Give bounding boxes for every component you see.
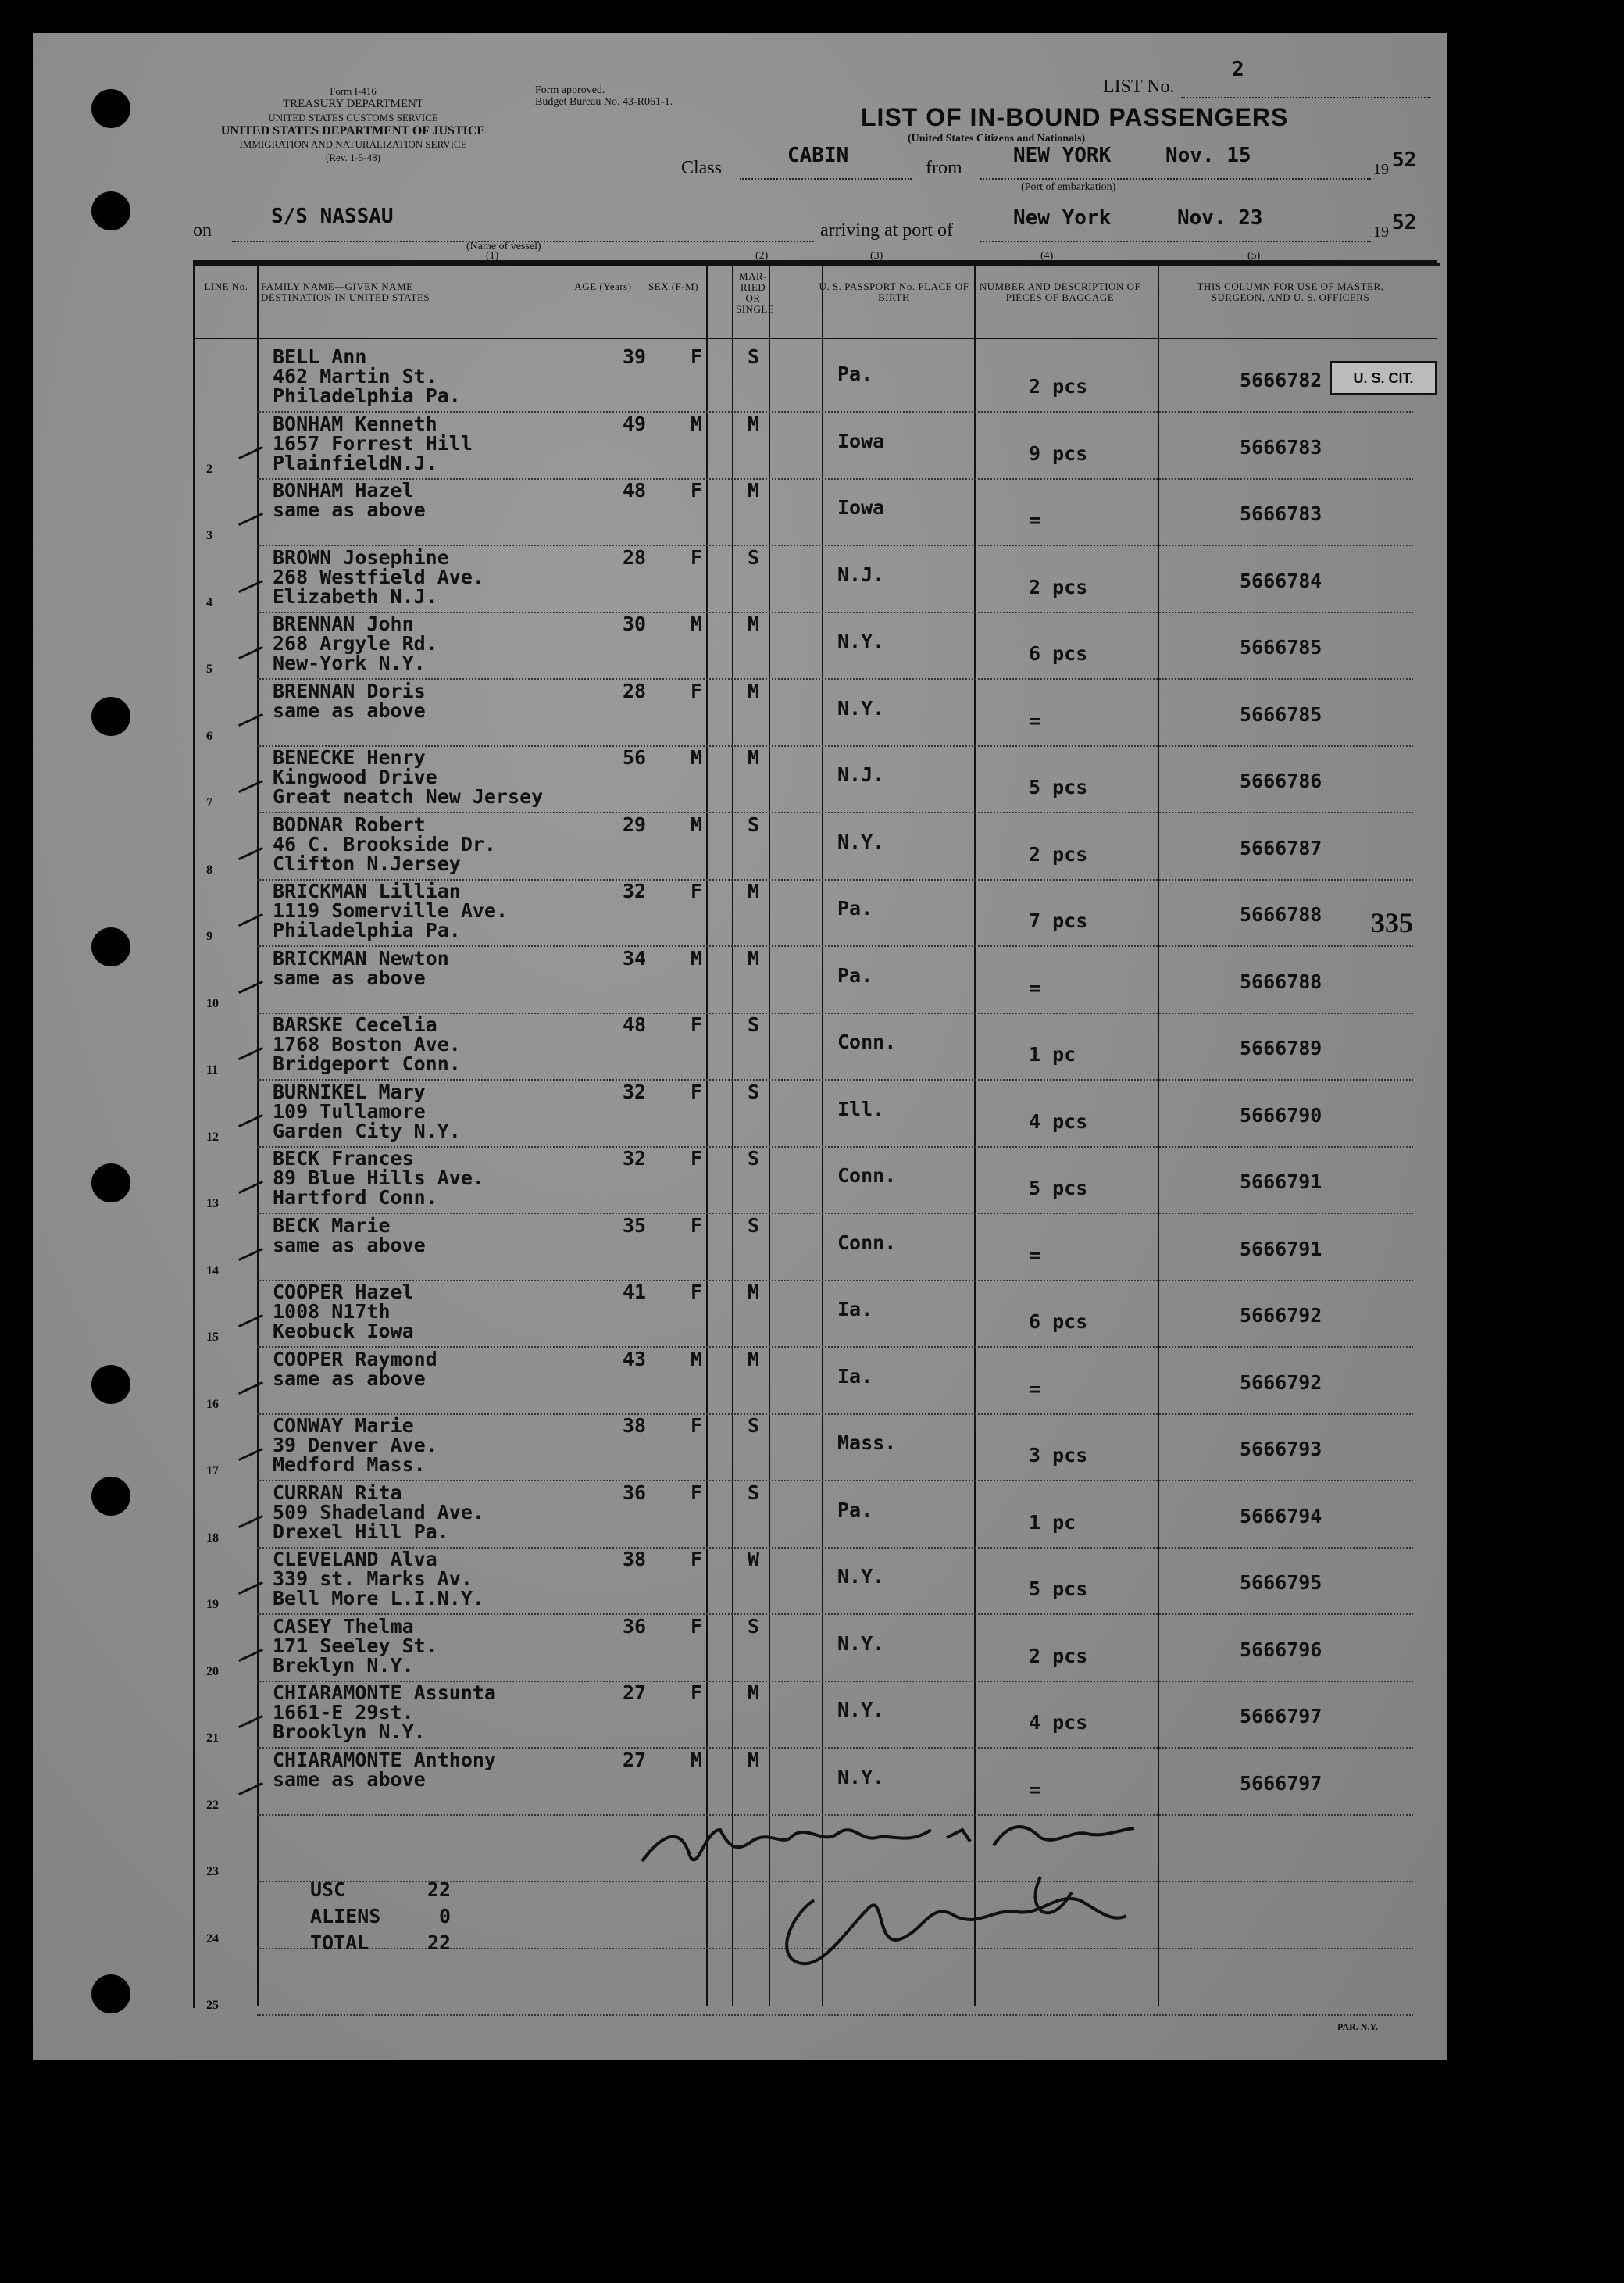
passenger-name: BRICKMAN Newton	[273, 946, 449, 970]
passenger-age: 28	[623, 545, 647, 569]
table-row	[33, 880, 1447, 946]
address-line-2: Medford Mass.	[273, 1453, 426, 1476]
manifest-page	[33, 33, 1447, 2060]
address-line-2: Philadelphia Pa.	[273, 384, 461, 407]
officer-signatures	[634, 1799, 1322, 1986]
line-number: 13	[206, 1197, 219, 1210]
row-separator	[257, 2014, 1413, 2016]
table-row	[33, 1615, 1447, 1681]
passenger-name: CHIARAMONTE Assunta	[273, 1681, 496, 1704]
colhead-officers: THIS COLUMN FOR USE OF MASTER, SURGEON, AND U. S. OFFICERS	[1197, 280, 1384, 303]
from-port: NEW YORK	[1013, 144, 1112, 167]
address-line-1: same as above	[273, 498, 426, 521]
baggage-count: 4 pcs	[1029, 1109, 1088, 1133]
officer-number: 5666787	[1240, 836, 1322, 859]
baggage-count: 5 pcs	[1029, 1177, 1088, 1199]
address-line-2: Drexel Hill Pa.	[273, 1520, 449, 1543]
address-line-2: Bell More L.I.N.Y.	[273, 1587, 484, 1610]
aliens-label: ALIENS	[310, 1905, 381, 1928]
passenger-age: 49	[623, 412, 647, 435]
address-line-2: Hartford Conn.	[273, 1186, 437, 1209]
passenger-sex: M	[691, 1748, 703, 1771]
passenger-sex: F	[691, 479, 703, 502]
passenger-name: CHIARAMONTE Anthony	[273, 1748, 496, 1771]
passenger-name: CURRAN Rita	[273, 1481, 402, 1504]
address-line-1: Kingwood Drive	[273, 766, 437, 788]
passenger-age: 48	[623, 1013, 647, 1036]
baggage-count: =	[1029, 1377, 1041, 1400]
place-of-birth: Conn.	[837, 1231, 897, 1254]
baggage-count: 5 pcs	[1029, 776, 1088, 799]
line-number: 22	[206, 1798, 219, 1812]
form-number: Form I-416	[330, 85, 377, 97]
passenger-name: BRICKMAN Lillian	[273, 880, 461, 902]
place-of-birth: Pa.	[837, 1498, 873, 1521]
officer-number: 5666791	[1240, 1237, 1322, 1260]
form-approved: Form approved.	[535, 84, 605, 96]
passenger-age: 32	[623, 1080, 647, 1103]
place-of-birth: N.Y.	[837, 1631, 885, 1655]
baggage-count: =	[1029, 709, 1041, 732]
address-line-2: Bridgeport Conn.	[273, 1052, 461, 1075]
passenger-age: 27	[623, 1748, 647, 1771]
marital-status: M	[748, 479, 760, 502]
address-line-2: Philadelphia Pa.	[273, 919, 461, 941]
line-number: 12	[206, 1130, 219, 1144]
place-of-birth: N.Y.	[837, 830, 885, 853]
officer-number: 5666782	[1240, 369, 1322, 391]
baggage-count: 9 pcs	[1029, 441, 1088, 465]
marital-status: M	[748, 946, 760, 970]
baggage-count: 2 pcs	[1029, 1644, 1088, 1667]
from-year: 52	[1392, 148, 1417, 172]
place-of-birth: Pa.	[837, 897, 873, 920]
passenger-age: 48	[623, 479, 647, 502]
marital-status: S	[748, 1414, 760, 1437]
address-line-1: same as above	[273, 1767, 426, 1791]
line-number: 17	[206, 1464, 219, 1477]
line-number: 15	[206, 1331, 219, 1344]
marital-status: S	[748, 545, 760, 569]
passenger-age: 36	[623, 1614, 647, 1638]
total-count: 22	[427, 1931, 452, 1954]
marital-status: M	[748, 1347, 760, 1370]
usc-label: USC	[310, 1878, 346, 1901]
address-line-1: 39 Denver Ave.	[273, 1434, 437, 1456]
baggage-count: 7 pcs	[1029, 909, 1088, 932]
table-row	[33, 479, 1447, 545]
marital-status: M	[748, 679, 760, 702]
baggage-count: 5 pcs	[1029, 1577, 1088, 1600]
line-number: 3	[206, 529, 212, 542]
marital-status: M	[748, 1281, 760, 1303]
officer-number: 5666788	[1240, 903, 1322, 926]
passenger-sex: M	[691, 412, 703, 435]
baggage-count: 3 pcs	[1029, 1444, 1088, 1467]
passenger-age: 56	[623, 746, 647, 769]
passenger-age: 32	[623, 880, 647, 902]
address-line-1: 1008 N17th	[273, 1300, 391, 1323]
address-line-1: 89 Blue Hills Ave.	[273, 1167, 484, 1189]
colhead-passport: U. S. PASSPORT No. PLACE OF BIRTH	[819, 280, 969, 303]
approval-block	[535, 84, 673, 108]
passenger-sex: M	[691, 746, 703, 769]
address-line-1: 109 Tullamore	[273, 1099, 426, 1123]
table-row	[33, 413, 1447, 479]
arriving-port: New York	[1013, 206, 1112, 230]
address-line-1: 339 st. Marks Av.	[273, 1567, 473, 1590]
place-of-birth: N.Y.	[837, 696, 885, 720]
passenger-sex: F	[691, 1013, 703, 1036]
officer-number: 5666789	[1240, 1037, 1322, 1059]
line-number: 9	[206, 930, 212, 943]
table-row	[33, 1081, 1447, 1147]
passenger-age: 27	[623, 1681, 647, 1704]
page-subtitle: (United States Citizens and Nationals)	[908, 133, 1086, 145]
passenger-age: 39	[623, 345, 647, 368]
usc-count: 22	[427, 1878, 452, 1901]
line-number: 19	[206, 1598, 219, 1611]
col-num-4: (4)	[1040, 250, 1054, 262]
treasury-department: TREASURY DEPARTMENT	[282, 98, 424, 110]
baggage-count: =	[1029, 1243, 1041, 1267]
baggage-count: =	[1029, 976, 1041, 999]
officer-number: 5666785	[1240, 636, 1322, 659]
address-line-2: Brooklyn N.Y.	[273, 1720, 426, 1743]
line-number: 21	[206, 1731, 219, 1745]
address-line-1: same as above	[273, 1367, 426, 1390]
colhead-line-no: LINE No.	[204, 280, 248, 292]
marital-status: S	[748, 345, 760, 368]
officer-number: 5666786	[1240, 770, 1322, 792]
passenger-name: BROWN Josephine	[273, 545, 449, 569]
passenger-name: BONHAM Hazel	[273, 479, 414, 502]
address-line-1: 171 Seeley St.	[273, 1634, 437, 1657]
officer-number: 5666796	[1240, 1638, 1322, 1661]
marital-status: M	[748, 1681, 760, 1704]
table-row	[33, 947, 1447, 1013]
passenger-sex: F	[691, 1614, 703, 1638]
passenger-name: CASEY Thelma	[273, 1614, 414, 1638]
address-line-1: 1661-E 29st.	[273, 1701, 414, 1724]
arriving-label: arriving at port of	[820, 220, 953, 241]
table-row	[33, 613, 1447, 679]
baggage-count: 2 pcs	[1029, 375, 1088, 398]
passenger-name: BELL Ann	[273, 345, 367, 368]
passenger-name: BENECKE Henry	[273, 746, 426, 769]
officer-number: 5666783	[1240, 435, 1322, 459]
passenger-name: BODNAR Robert	[273, 813, 426, 836]
table-row	[33, 746, 1447, 813]
passenger-sex: F	[691, 1213, 703, 1237]
address-line-1: 268 Westfield Ave.	[273, 565, 484, 588]
colhead-age: AGE (Years)	[574, 280, 632, 292]
passenger-sex: F	[691, 880, 703, 902]
table-row	[33, 1481, 1447, 1548]
place-of-birth: Iowa	[837, 429, 885, 452]
line-number: 14	[206, 1263, 219, 1277]
address-line-1: 46 C. Brookside Dr.	[273, 832, 496, 856]
passenger-sex: F	[691, 1681, 703, 1704]
address-line-2: New-York N.Y.	[273, 652, 426, 674]
place-of-birth: Ia.	[837, 1298, 873, 1320]
place-of-birth: N.Y.	[837, 630, 885, 652]
place-of-birth: N.Y.	[837, 1765, 885, 1788]
marital-status: M	[748, 746, 760, 769]
place-of-birth: Ia.	[837, 1364, 873, 1388]
passenger-sex: F	[691, 679, 703, 702]
baggage-count: 6 pcs	[1029, 642, 1088, 665]
passenger-sex: F	[691, 1147, 703, 1170]
printer-mark: PAR. N.Y.	[1337, 2021, 1379, 2032]
table-row	[33, 813, 1447, 880]
address-line-1: 509 Shadeland Ave.	[273, 1500, 484, 1524]
place-of-birth: N.J.	[837, 563, 885, 586]
line-number: 7	[206, 796, 212, 809]
place-of-birth: N.J.	[837, 763, 885, 786]
col-num-3: (3)	[870, 250, 883, 262]
table-row	[33, 1681, 1447, 1748]
marital-status: S	[748, 1481, 760, 1504]
address-line-2: Keobuck Iowa	[273, 1320, 414, 1342]
baggage-count: 1 pc	[1029, 1043, 1076, 1066]
marital-status: M	[748, 412, 760, 435]
budget-bureau: Budget Bureau No. 43-R061-1.	[535, 96, 673, 108]
customs-service: UNITED STATES CUSTOMS SERVICE	[268, 112, 438, 123]
officer-number: 5666795	[1240, 1571, 1322, 1594]
marital-status: M	[748, 1748, 760, 1771]
line-number: 4	[206, 595, 212, 609]
address-line-1: same as above	[273, 698, 426, 722]
line-number: 25	[206, 1999, 219, 2012]
colhead-baggage: NUMBER AND DESCRIPTION OF PIECES OF BAGGAGE	[979, 280, 1141, 303]
passenger-sex: M	[691, 613, 703, 635]
passenger-name: BRENNAN John	[273, 613, 414, 635]
baggage-count: 2 pcs	[1029, 575, 1088, 598]
port-embark-caption: (Port of embarkation)	[1021, 181, 1116, 193]
officer-number: 5666783	[1240, 502, 1322, 525]
officer-number: 5666792	[1240, 1304, 1322, 1327]
on-label: on	[193, 220, 212, 241]
aliens-count: 0	[439, 1905, 452, 1928]
address-line-1: same as above	[273, 1233, 426, 1256]
binder-hole	[91, 1974, 130, 2013]
arriving-date: Nov. 23	[1177, 206, 1263, 230]
class-label: Class	[681, 158, 723, 178]
passenger-sex: F	[691, 1481, 703, 1504]
passenger-sex: F	[691, 1414, 703, 1437]
address-line-2: Great neatch New Jersey	[273, 785, 544, 808]
page-title: LIST OF IN-BOUND PASSENGERS	[861, 103, 1289, 131]
passenger-age: 34	[623, 946, 647, 970]
address-line-1: 1119 Somerville Ave.	[273, 899, 509, 922]
table-row	[33, 1414, 1447, 1481]
justice-department: UNITED STATES DEPARTMENT OF JUSTICE	[220, 124, 486, 138]
address-line-2: Garden City N.Y.	[273, 1119, 461, 1142]
arriving-year-prefix: 19	[1373, 223, 1389, 241]
address-line-2: Breklyn N.Y.	[273, 1653, 414, 1677]
passenger-name: BECK Frances	[273, 1147, 414, 1170]
passenger-age: 36	[623, 1481, 647, 1504]
line-number: 23	[206, 1865, 219, 1878]
marital-status: S	[748, 1614, 760, 1638]
revision: (Rev. 1-5-48)	[326, 152, 380, 163]
col-num-2: (2)	[755, 250, 769, 262]
passenger-age: 38	[623, 1414, 647, 1437]
line-number: 24	[206, 1931, 219, 1945]
passenger-name: CLEVELAND Alva	[273, 1548, 437, 1570]
passenger-sex: F	[691, 1548, 703, 1570]
line-number: 8	[206, 863, 212, 877]
passenger-name: BONHAM Kenneth	[273, 412, 437, 435]
baggage-count: 4 pcs	[1029, 1711, 1088, 1734]
passenger-sex: F	[691, 1080, 703, 1103]
marital-status: S	[748, 1147, 760, 1170]
place-of-birth: N.Y.	[837, 1565, 885, 1588]
passenger-age: 29	[623, 813, 647, 836]
passenger-age: 41	[623, 1281, 647, 1303]
passenger-name: CONWAY Marie	[273, 1414, 414, 1437]
table-row	[33, 680, 1447, 746]
from-date: Nov. 15	[1165, 144, 1251, 167]
place-of-birth: Pa.	[837, 963, 873, 987]
passenger-age: 28	[623, 679, 647, 702]
passenger-name: BURNIKEL Mary	[273, 1080, 426, 1103]
passenger-sex: F	[691, 545, 703, 569]
col-num-5: (5)	[1247, 250, 1261, 262]
address-line-1: 268 Argyle Rd.	[273, 632, 437, 655]
officer-number: 5666785	[1240, 702, 1322, 726]
total-label: TOTAL	[310, 1931, 369, 1954]
baggage-count: 6 pcs	[1029, 1310, 1088, 1333]
address-line-2: Clifton N.Jersey	[273, 852, 461, 875]
address-line-1: 1768 Boston Ave.	[273, 1033, 461, 1056]
marital-status: S	[748, 813, 760, 836]
officer-number: 5666788	[1240, 970, 1322, 993]
passenger-sex: M	[691, 1347, 703, 1370]
passenger-sex: M	[691, 946, 703, 970]
binder-hole	[91, 89, 130, 128]
from-label: from	[926, 158, 962, 178]
baggage-count: 2 pcs	[1029, 842, 1088, 866]
marital-status: M	[748, 613, 760, 635]
baggage-count: 1 pc	[1029, 1510, 1076, 1534]
table-row	[33, 1214, 1447, 1281]
table-row	[33, 1348, 1447, 1414]
officer-number: 5666793	[1240, 1438, 1322, 1460]
passenger-name: BECK Marie	[273, 1213, 391, 1237]
address-line-1: same as above	[273, 966, 426, 989]
place-of-birth: Pa.	[837, 363, 873, 385]
place-of-birth: Iowa	[837, 496, 885, 519]
passenger-sex: M	[691, 813, 703, 836]
binder-hole	[91, 191, 130, 230]
place-of-birth: N.Y.	[837, 1699, 885, 1721]
officer-number: 5666784	[1240, 569, 1322, 592]
passenger-age: 35	[623, 1213, 647, 1237]
line-number: 5	[206, 663, 212, 676]
table-row	[33, 1013, 1447, 1080]
address-line-1: 1657 Forrest Hill	[273, 431, 473, 455]
line-number: 18	[206, 1531, 219, 1545]
marital-status: S	[748, 1213, 760, 1237]
marital-status: S	[748, 1013, 760, 1036]
line-number: 10	[206, 996, 219, 1010]
vessel-name: S/S NASSAU	[271, 205, 394, 228]
baggage-count: =	[1029, 1777, 1041, 1801]
address-line-2: Elizabeth N.J.	[273, 584, 437, 608]
col-num-1: (1)	[486, 250, 499, 262]
place-of-birth: Mass.	[837, 1431, 897, 1454]
arriving-year: 52	[1392, 211, 1417, 234]
colhead-married: MAR-RIED OR SINGLE	[736, 270, 775, 315]
place-of-birth: Conn.	[837, 1031, 897, 1053]
colhead-name: FAMILY NAME—GIVEN NAME DESTINATION IN UNITED STATES	[261, 280, 430, 303]
marital-status: W	[748, 1548, 760, 1570]
form-agency-block	[189, 84, 517, 164]
passenger-sex: F	[691, 1281, 703, 1303]
line-number: 2	[206, 462, 212, 476]
passenger-name: BARSKE Cecelia	[273, 1013, 437, 1036]
table-row	[33, 345, 1447, 412]
passenger-age: 43	[623, 1347, 647, 1370]
officer-number: 5666790	[1240, 1103, 1322, 1127]
line-number: 11	[206, 1063, 219, 1077]
passenger-sex: F	[691, 345, 703, 368]
address-line-2: PlainfieldN.J.	[273, 451, 437, 474]
officer-number: 5666794	[1240, 1504, 1322, 1527]
line-number: 16	[206, 1397, 219, 1411]
table-row	[33, 546, 1447, 613]
place-of-birth: Ill.	[837, 1097, 885, 1120]
passenger-name: COOPER Raymond	[273, 1347, 437, 1370]
officer-number: 5666792	[1240, 1370, 1322, 1394]
passenger-age: 32	[623, 1147, 647, 1170]
side-number: 335	[1371, 907, 1413, 938]
from-year-prefix: 19	[1373, 161, 1389, 178]
table-row	[33, 1147, 1447, 1213]
ins-service: IMMIGRATION AND NATURALIZATION SERVICE	[239, 138, 467, 150]
table-row	[33, 1548, 1447, 1614]
marital-status: S	[748, 1080, 760, 1103]
line-number: 20	[206, 1664, 219, 1678]
baggage-count: =	[1029, 509, 1041, 531]
passenger-age: 38	[623, 1548, 647, 1570]
table-row	[33, 1281, 1447, 1347]
list-no-label: LIST No.	[1103, 77, 1175, 97]
officer-number: 5666791	[1240, 1170, 1322, 1193]
officer-number: 5666797	[1240, 1771, 1322, 1795]
address-line-1: 462 Martin St.	[273, 365, 437, 388]
passenger-age: 30	[623, 613, 647, 635]
list-no-value: 2	[1232, 58, 1244, 81]
place-of-birth: Conn.	[837, 1164, 897, 1187]
marital-status: M	[748, 880, 760, 902]
class-value: CABIN	[787, 144, 849, 167]
us-citizen-stamp: U. S. CIT.	[1330, 361, 1437, 395]
colhead-sex: SEX (F-M)	[648, 280, 699, 292]
vessel-caption: (Name of vessel)	[466, 241, 541, 252]
line-number: 6	[206, 729, 212, 743]
officer-number: 5666797	[1240, 1705, 1322, 1727]
passenger-name: BRENNAN Doris	[273, 679, 426, 702]
passenger-name: COOPER Hazel	[273, 1281, 414, 1303]
